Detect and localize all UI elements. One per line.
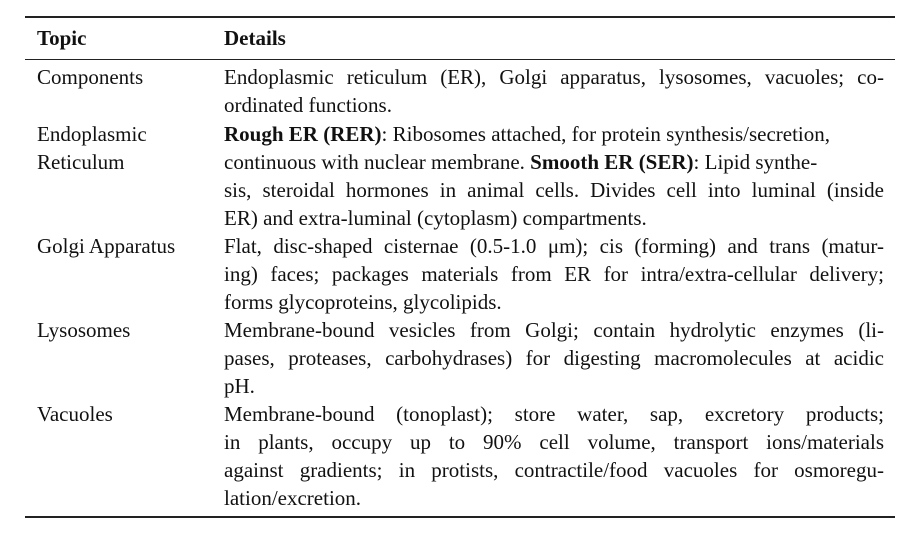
detail-line: Flat, disc-shaped cisternae (0.5-1.0 μm); cis (forming) and trans (matur- bbox=[224, 234, 884, 258]
detail-line: against gradients; in protists, contractile/food vacuoles for osmoregu- bbox=[224, 458, 884, 482]
rer-text-continued: continuous with nuclear membrane. bbox=[224, 150, 531, 174]
topic-line: Components bbox=[37, 65, 144, 89]
row-endoplasmic-reticulum-topic bbox=[37, 120, 212, 176]
row-golgi-apparatus-topic bbox=[37, 232, 212, 260]
table-bottom-rule bbox=[25, 516, 895, 518]
table-header-rule bbox=[25, 59, 895, 60]
row-lysosomes-details bbox=[224, 316, 884, 400]
detail-line: Endoplasmic reticulum (ER), Golgi apparatus, lysosomes, vacuoles; co- bbox=[224, 65, 884, 89]
row-lysosomes-topic bbox=[37, 316, 212, 344]
row-vacuoles-details bbox=[224, 400, 884, 512]
detail-line: in plants, occupy up to 90% cell volume, transport ions/materials bbox=[224, 430, 884, 454]
row-endoplasmic-reticulum-details bbox=[224, 120, 884, 232]
row-components-details bbox=[224, 63, 884, 119]
topic-line: Reticulum bbox=[37, 150, 125, 174]
topic-line: Golgi Apparatus bbox=[37, 234, 176, 258]
rer-term: Rough ER (RER) bbox=[224, 122, 382, 146]
detail-line: Membrane-bound (tonoplast); store water, sap, excretory products; bbox=[224, 402, 884, 426]
table-top-rule bbox=[25, 16, 895, 18]
topic-line: Endoplasmic bbox=[37, 122, 147, 146]
ser-term: Smooth ER (SER) bbox=[530, 150, 694, 174]
row-golgi-apparatus-details bbox=[224, 232, 884, 316]
detail-line: pases, proteases, carbohydrases) for digesting macromolecules at acidic bbox=[224, 346, 884, 370]
ser-text: : Lipid synthe- bbox=[693, 150, 818, 174]
detail-line: sis, steroidal hormones in animal cells. Divides cell into luminal (inside bbox=[224, 178, 884, 202]
detail-line: Membrane-bound vesicles from Golgi; contain hydrolytic enzymes (li- bbox=[224, 318, 884, 342]
row-vacuoles-topic bbox=[37, 400, 212, 428]
detail-line: ordinated functions. bbox=[224, 93, 392, 117]
detail-line: ER) and extra-luminal (cytoplasm) compartments. bbox=[224, 206, 647, 230]
column-header-details: Details bbox=[224, 26, 286, 50]
detail-line: lation/excretion. bbox=[224, 486, 362, 510]
detail-line: forms glycoproteins, glycolipids. bbox=[224, 290, 502, 314]
row-components-topic bbox=[37, 63, 212, 91]
detail-line: pH. bbox=[224, 374, 255, 398]
detail-line: ing) faces; packages materials from ER for intra/extra-cellular delivery; bbox=[224, 262, 884, 286]
topic-line: Lysosomes bbox=[37, 318, 131, 342]
column-header-topic: Topic bbox=[37, 26, 87, 50]
detail-line bbox=[224, 120, 884, 148]
topic-line: Vacuoles bbox=[37, 402, 113, 426]
rer-text: : Ribosomes attached, for protein synthesis/secretion, bbox=[381, 122, 831, 146]
detail-line bbox=[224, 148, 884, 176]
